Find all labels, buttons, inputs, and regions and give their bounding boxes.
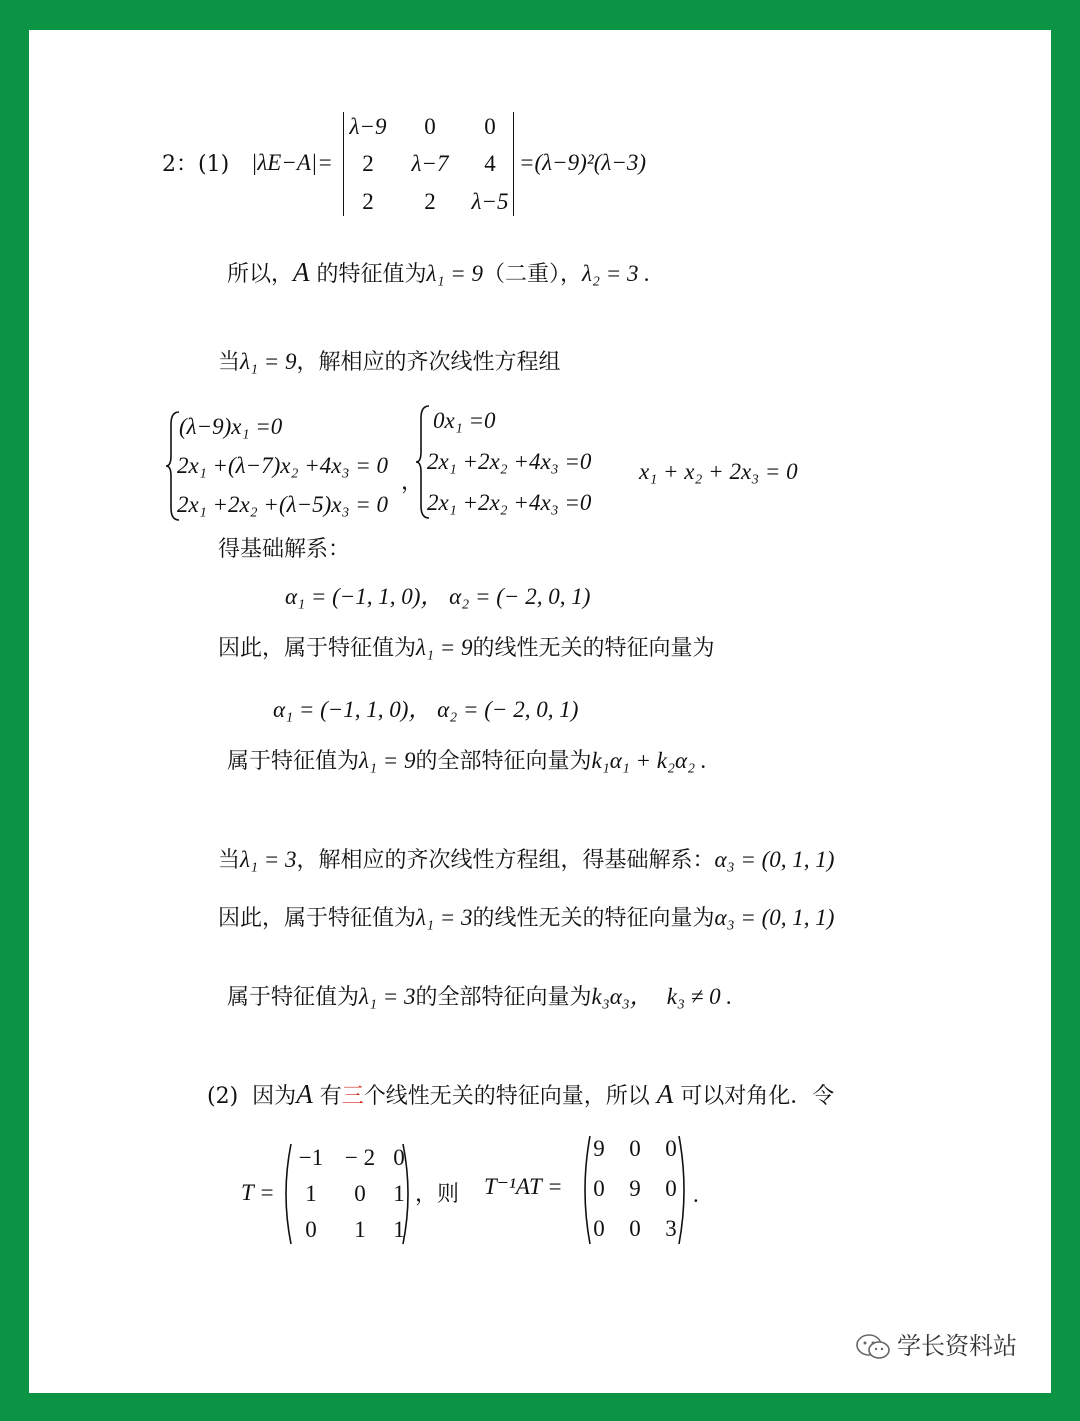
d-cell: 0 [629,1216,641,1241]
t-cell: 1 [393,1181,405,1206]
sys1-eq: 2x₁ +(λ−7)x₂ +4x₃ = 0 [177,453,388,478]
t-cell: − 2 [344,1145,376,1170]
t-cell: 1 [305,1181,317,1206]
text: 可以对角化．令 [680,1084,835,1109]
sys2-eq: 2x₁ +2x₂ +4x₃ =0 [427,490,592,515]
det-cell: 0 [424,114,436,139]
var-a: A [296,1079,313,1109]
problem-label: 2：(1) [162,152,230,177]
t-cell: −1 [298,1145,324,1170]
text: （二重）， [483,262,583,287]
watermark-text: 学长资料站 [897,1332,1017,1360]
lambda1: λ₁ = 3 [240,847,297,872]
text: 因此，属于特征值为 [218,636,417,661]
t-cell: 0 [393,1145,405,1170]
all-vectors-3 [227,985,732,1009]
part2-statement [207,1081,834,1108]
sys1-eq: 2x₁ +2x₂ +(λ−5)x₃ = 0 [177,492,388,517]
d-cell: 9 [593,1136,605,1161]
text: 所以， [227,262,294,287]
d-cell: 0 [593,1216,605,1241]
det-cell: λ−5 [471,189,509,214]
then-text: ，则 [415,1182,460,1207]
lambda1: λ₁ = 9 [416,635,473,660]
lambda1: λ₁ = 9 [240,349,297,374]
det-cell: 4 [484,151,496,176]
text: 属于特征值为 [227,985,360,1010]
t-cell: 1 [393,1217,405,1242]
lambda1: λ₁ = 3 [416,905,473,930]
text: 当 [218,848,241,873]
sys2-eq: 0x₁ =0 [433,408,496,433]
combination: k₁α₁ + k₂α₂ . [591,748,707,773]
var-a: A [656,1079,674,1109]
det-cell: λ−7 [411,151,449,176]
condition: k₃ ≠ 0 . [666,984,733,1009]
text: 属于特征值为 [227,749,360,774]
text: 的全部特征向量为 [415,985,592,1010]
solve-system-3 [218,848,834,872]
t-cell: 1 [354,1217,366,1242]
lambda1: λ₁ = 9 [426,261,484,286]
basis-vectors-1: α₁ = (−1, 1, 0)， α₂ = (− 2, 0, 1) [285,584,591,609]
det-cell: λ−9 [349,114,387,139]
lambda1: λ₁ = 3 [359,984,416,1009]
det-cell: 0 [484,114,496,139]
paren-right-icon [677,1134,691,1246]
det-cell: 2 [362,189,374,214]
lambda2: λ₂ = 3 . [582,261,651,286]
d-cell: 0 [665,1136,677,1161]
t-cell: 0 [305,1217,317,1242]
document-page [29,30,1051,1393]
all-vectors-9 [227,749,707,773]
d-cell: 3 [665,1216,677,1241]
d-dot: . [693,1182,699,1207]
alpha3: α₃ = (0, 1, 1) [714,905,835,930]
text: 因为 [252,1084,297,1109]
det-result: =(λ−9)²(λ−3) [519,150,647,175]
basis-vectors-2: α₁ = (−1, 1, 0)， α₂ = (− 2, 0, 1) [273,697,579,722]
text: 因此，属于特征值为 [218,906,417,931]
text: 有 [319,1084,342,1109]
text: 个线性无关的特征向量，所以 [363,1084,650,1109]
paren-right-icon [401,1142,415,1246]
sys2-eq: 2x₁ +2x₂ +4x₃ =0 [427,449,592,474]
lambda1: λ₁ = 9 [359,748,416,773]
part-label: (2) [207,1084,239,1109]
var-a: A [293,257,310,287]
independent-vectors-3 [218,906,834,930]
t-lhs: T = [241,1180,275,1205]
d-cell: 0 [665,1176,677,1201]
text: ，解相应的齐次线性方程组 [296,350,561,375]
text: ，解相应的齐次线性方程组，得基础解系： [296,848,715,873]
text: 的线性无关的特征向量为 [472,636,715,661]
combination: k₃α₃， [591,984,653,1009]
d-cell: 0 [593,1176,605,1201]
det-cell: 2 [424,189,436,214]
eigenvalue-statement [227,259,650,286]
basis-heading: 得基础解系： [218,537,351,562]
text: 当 [218,350,241,375]
d-cell: 9 [629,1176,641,1201]
d-lhs: T⁻¹AT = [484,1174,563,1199]
sys1-eq: (λ−9)x₁ =0 [179,414,283,439]
text: 的全部特征向量为 [415,749,592,774]
watermark [855,1326,1017,1361]
text: 的线性无关的特征向量为 [472,906,715,931]
det-lhs: |λE−A|= [251,150,333,175]
t-cell: 0 [354,1181,366,1206]
det-cell: 2 [362,151,374,176]
alpha3: α₃ = (0, 1, 1) [714,847,835,872]
highlight-three: 三 [341,1084,364,1109]
comma: ， [401,470,424,495]
wechat-icon [855,1333,891,1361]
sys3-eq: x₁ + x₂ + 2x₃ = 0 [639,459,798,484]
solve-system-9 [218,350,561,374]
d-cell: 0 [629,1136,641,1161]
independent-vectors-9 [218,636,715,660]
text: 的特征值为 [316,262,427,287]
